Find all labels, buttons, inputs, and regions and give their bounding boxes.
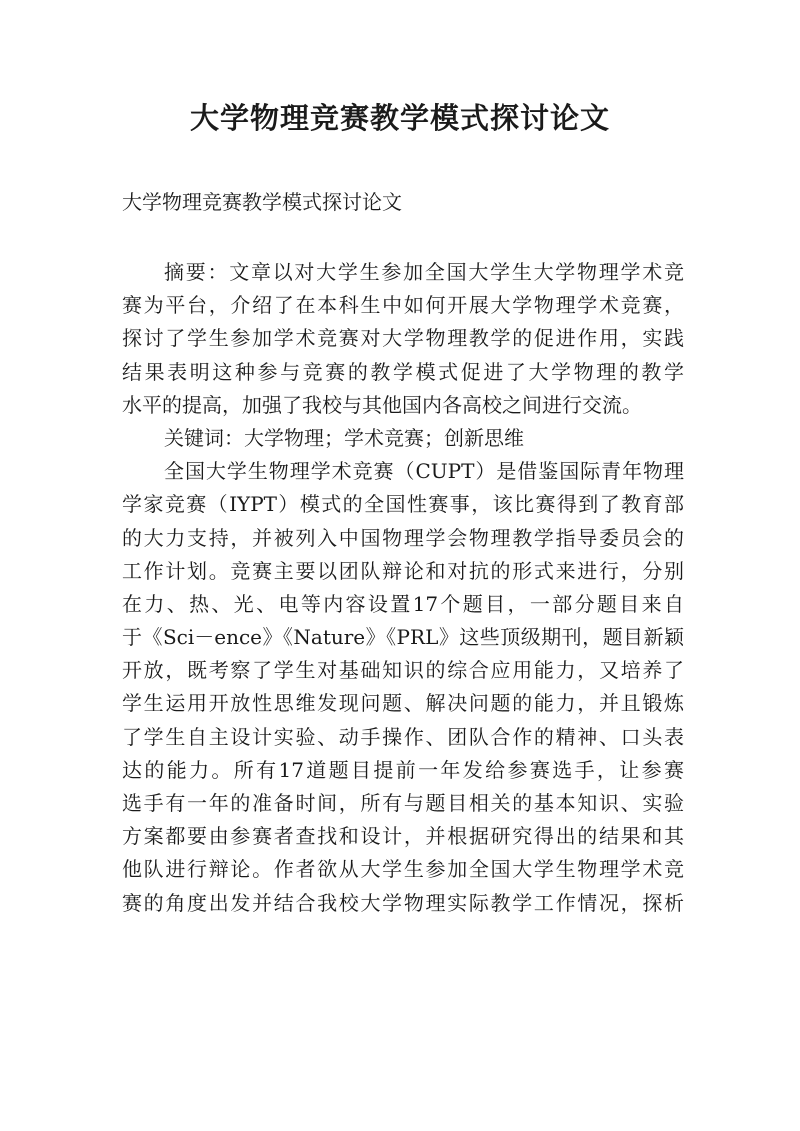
abstract-line: 水平的提高，加强了我校与其他国内各高校之间进行交流。 bbox=[122, 392, 642, 417]
paragraph-line: 他队进行辩论。作者欲从大学生参加全国大学生物理学术竞 bbox=[122, 857, 684, 882]
paragraph-line: 于《Sci－ence》《Nature》《PRL》这些顶级期刊，题目新颖 bbox=[122, 625, 684, 650]
document-title: 大学物理竞赛教学模式探讨论文 bbox=[189, 101, 610, 135]
paragraph-line: 赛的角度出发并结合我校大学物理实际教学工作情况，探析 bbox=[122, 890, 684, 915]
paragraph-line: 开放，既考察了学生对基础知识的综合应用能力，又培养了 bbox=[122, 658, 684, 683]
paragraph-line: 全国大学生物理学术竞赛（CUPT）是借鉴国际青年物理 bbox=[164, 459, 684, 484]
paragraph-line: 选手有一年的准备时间，所有与题目相关的基本知识、实验 bbox=[122, 791, 684, 815]
abstract-line: 探讨了学生参加学术竞赛对大学物理教学的促进作用，实践 bbox=[122, 326, 684, 351]
paragraph-line: 在力、热、光、电等内容设置17个题目，一部分题目来自 bbox=[122, 591, 684, 616]
paragraph-line: 的大力支持，并被列入中国物理学会物理教学指导委员会的 bbox=[122, 525, 684, 550]
paragraph-line: 达的能力。所有17道题目提前一年发给参赛选手，让参赛 bbox=[122, 757, 684, 782]
paragraph-line: 工作计划。竞赛主要以团队辩论和对抗的形式来进行，分别 bbox=[122, 558, 684, 583]
paragraph-line: 了学生自主设计实验、动手操作、团队合作的精神、口头表 bbox=[122, 724, 684, 749]
paragraph-line: 方案都要由参赛者查找和设计，并根据研究得出的结果和其 bbox=[122, 824, 684, 849]
document-body bbox=[122, 256, 684, 920]
abstract-line: 摘要：文章以对大学生参加全国大学生大学物理学术竞 bbox=[164, 260, 684, 284]
document-subtitle: 大学物理竞赛教学模式探讨论文 bbox=[122, 190, 402, 214]
keywords-line: 关键词：大学物理；学术竞赛；创新思维 bbox=[164, 425, 524, 450]
abstract-line: 赛为平台，介绍了在本科生中如何开展大学物理学术竞赛， bbox=[122, 293, 684, 318]
paragraph-line: 学家竞赛（IYPT）模式的全国性赛事，该比赛得到了教育部 bbox=[122, 492, 684, 517]
paragraph-line: 学生运用开放性思维发现问题、解决问题的能力，并且锻炼 bbox=[122, 691, 684, 716]
abstract-line: 结果表明这种参与竞赛的教学模式促进了大学物理的教学 bbox=[122, 359, 684, 384]
